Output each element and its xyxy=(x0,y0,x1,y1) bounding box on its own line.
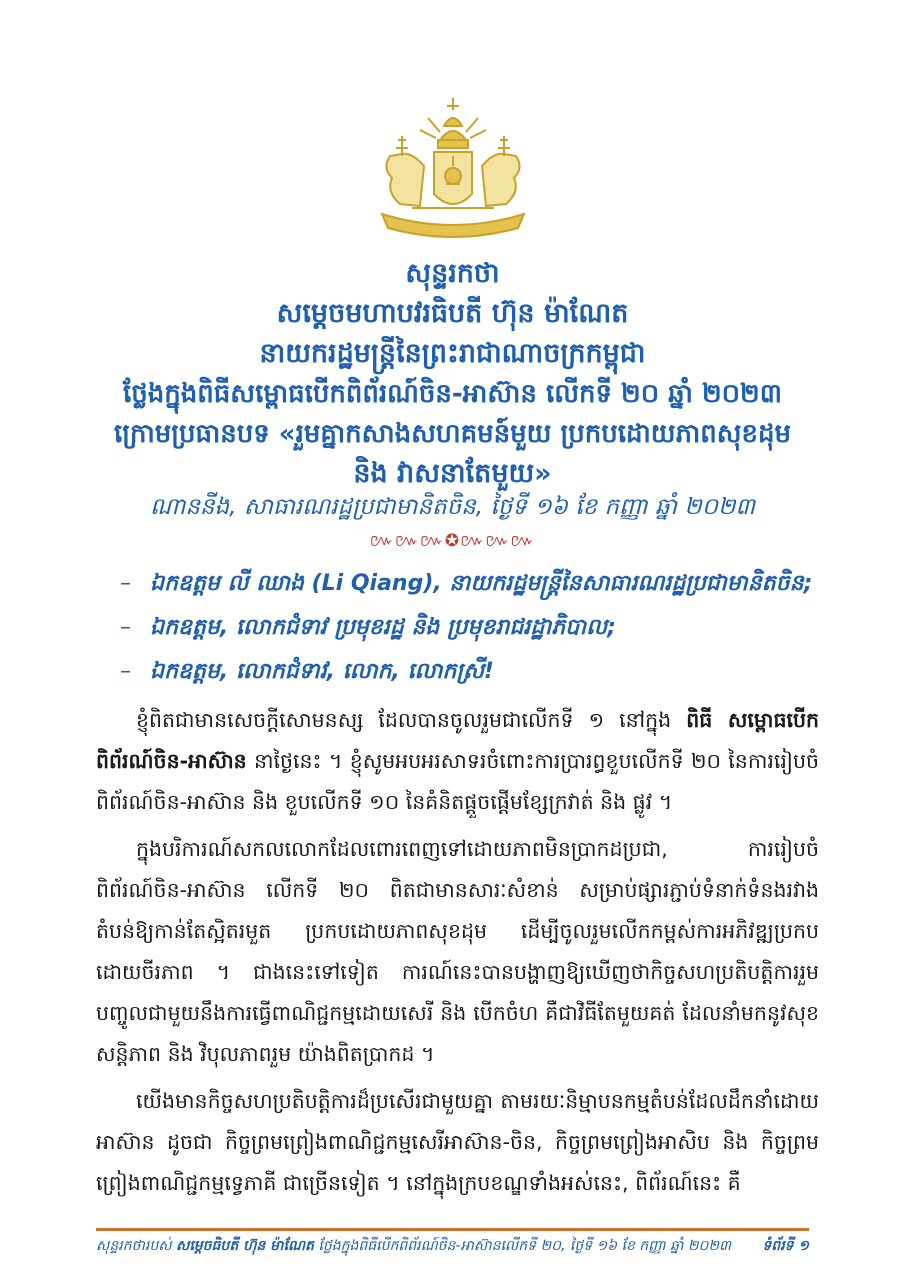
venue-date: ណាននីង, សាធារណរដ្ឋប្រជាមានិតចិន, ថ្ងៃទី ១៦ ខែ កញ្ញា ឆ្នាំ ២០២៣ xyxy=(149,494,756,520)
greeting-item xyxy=(120,650,865,694)
page-number: ទំព័រទី ១ xyxy=(762,1238,809,1254)
greeting-text: ឯកឧត្តម, លោកជំទាវ ប្រមុខរដ្ឋ និង ប្រមុខរាជរដ្ឋាភិបាល; xyxy=(150,615,616,640)
dash-marker: – xyxy=(120,571,131,596)
heading-speaker-title: នាយករដ្ឋមន្ត្រីនៃព្រះរាជាណាចក្រកម្ពុជា xyxy=(259,338,646,369)
heading-event: ថ្លែងក្នុងពិធីសម្ពោធបើកពិព័រណ៍ចិន-អាស៊ាន លើកទី ២០ ឆ្នាំ ២០២៣ xyxy=(123,379,782,409)
royal-arms-emblem-icon xyxy=(372,96,534,244)
greeting-text: ឯកឧត្តម, លោកជំទាវ, លោក, លោកស្រី! xyxy=(150,659,494,684)
paragraph-text: នាថ្ងៃនេះ ។ ខ្ញុំសូមអបអរសាទរចំពោះការប្រារព្ធខួបលើកទី ២០ នៃការរៀបចំពិព័រណ៍ចិន-អាស៊ាន និង ខួបលើកទី ១០ នៃគំនិតផ្តួចផ្តើមខ្សែក្រវាត់ និង ផ្លូវ ។ xyxy=(96,749,819,814)
paragraph xyxy=(96,700,819,823)
page-footer xyxy=(96,1236,809,1260)
footer-divider xyxy=(96,1228,809,1231)
heading-theme-line2: និង វាសនាតែមួយ» xyxy=(353,458,552,489)
paragraph: ក្នុងបរិការណ៍សកលលោកដែលពោរពេញទៅដោយភាពមិនប្រាកដប្រជា, ការរៀបចំពិព័រណ៍ចិន-អាស៊ាន លើកទី ២០ ពិតជាមានសារៈសំខាន់ សម្រាប់ផ្សារភ្ជាប់ទំនាក់ទំនងរវាងតំបន់ឱ្យកាន់តែស្អិតរមួត ប្រកបដោយភាពសុខដុម ដើម្បីចូលរួមលើកកម្ពស់ការអភិវឌ្ឍប្រកបដោយចីរភាព ។ ជាងនេះទៅទៀត ការណ៍នេះបានបង្ហាញឱ្យឃើញថាកិច្ចសហប្រតិបត្តិការរួមបញ្ចូលជាមួយនឹងការធ្វើពាណិជ្ជកម្មដោយសេរី និង បើកចំហ គឺជាវិធីតែមួយគត់ ដែលនាំមកនូវសុខសន្តិភាព និង វិបុលភាពរួម យ៉ាងពិតប្រាកដ ។ xyxy=(96,837,819,1066)
footer-caption xyxy=(96,1236,731,1257)
greeting-item xyxy=(120,562,865,606)
heading-speech-label: សុន្ទរកថា xyxy=(405,258,500,289)
paragraph-text: ខ្ញុំពិតជាមានសេចក្តីសោមនស្ស ដែលបានចូលរួមជាលើកទី ១ នៅក្នុង xyxy=(136,708,687,732)
dash-marker: – xyxy=(120,659,131,684)
footer-suffix: ថ្លែងក្នុងពិធីបើកពិព័រណ៍ចិន-អាស៊ានលើកទី ២០, ថ្ងៃទី ១៦ ខែ កញ្ញា ឆ្នាំ ២០២៣ xyxy=(313,1238,731,1254)
greeting-text: ឯកឧត្តម លី ឈាង (Li Qiang), នាយករដ្ឋមន្ត្រីនៃសាធារណរដ្ឋប្រជាមានិតចិន; xyxy=(150,571,813,596)
ornament-divider: ៚៚៚✪៚៚៚ xyxy=(369,531,536,551)
event-name-bold: ពិធី សម្ពោធបើកពិព័រណ៍ចិន-អាស៊ាន xyxy=(96,708,819,773)
speech-heading xyxy=(60,254,845,494)
speech-body xyxy=(96,700,819,1210)
footer-speaker: សម្តេចធិបតី ហ៊ុន ម៉ាណែត xyxy=(176,1238,314,1254)
heading-theme-line1: ក្រោមប្រធានបទ «រួមគ្នាកសាងសហគមន៍មួយ ប្រកបដោយភាពសុខដុម xyxy=(113,419,792,449)
greetings-list xyxy=(120,562,865,694)
heading-speaker: សម្តេចមហាបវរធិបតី ហ៊ុន ម៉ាណែត xyxy=(276,298,629,329)
dash-marker: – xyxy=(120,615,131,640)
paragraph: យើងមានកិច្ចសហប្រតិបត្តិការដ៏ប្រសើរជាមួយគ្នា តាមរយៈនិម្មាបនកម្មតំបន់ដែលដឹកនាំដោយអាស៊ាន ដូចជា កិច្ចព្រមព្រៀងពាណិជ្ជកម្មសេរីអាស៊ាន-ចិន, កិច្ចព្រមព្រៀងអាសិប និង កិច្ចព្រមព្រៀងពាណិជ្ជកម្មទ្វេភាគី ជាច្រើនទៀត ។ នៅក្នុងក្របខណ្ឌទាំងអស់នេះ, ពិព័រណ៍នេះ គឺ xyxy=(96,1089,819,1195)
footer-prefix: សុន្ទរកថារបស់ xyxy=(96,1238,176,1254)
greeting-item xyxy=(120,606,865,650)
